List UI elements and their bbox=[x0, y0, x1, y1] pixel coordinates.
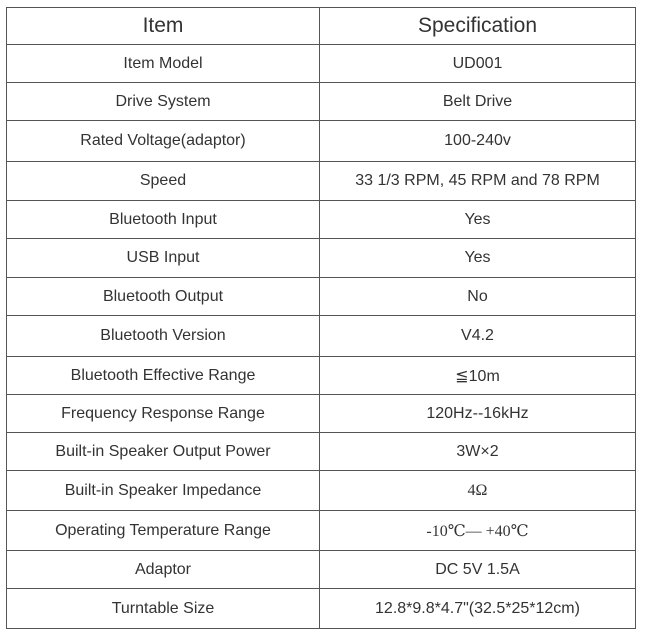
row-item-label: Bluetooth Input bbox=[7, 201, 320, 239]
table-row bbox=[7, 316, 636, 357]
row-spec-value: 3W×2 bbox=[320, 433, 636, 471]
row-spec-value: Yes bbox=[320, 201, 636, 239]
table-row bbox=[7, 471, 636, 511]
row-spec-value: 33 1/3 RPM, 45 RPM and 78 RPM bbox=[320, 162, 636, 201]
row-spec-value: -10℃— +40℃ bbox=[320, 511, 636, 551]
row-spec-value: 4Ω bbox=[320, 471, 636, 511]
row-item-label: Built-in Speaker Output Power bbox=[7, 433, 320, 471]
row-item-label: Item Model bbox=[7, 45, 320, 83]
row-spec-value: Belt Drive bbox=[320, 83, 636, 121]
row-item-label: Rated Voltage(adaptor) bbox=[7, 121, 320, 162]
header-row bbox=[7, 8, 636, 45]
table-row bbox=[7, 357, 636, 395]
row-item-label: Turntable Size bbox=[7, 589, 320, 629]
row-item-label: Bluetooth Effective Range bbox=[7, 357, 320, 395]
header-item: Item bbox=[7, 8, 320, 45]
table-row bbox=[7, 83, 636, 121]
table-row bbox=[7, 45, 636, 83]
table-row bbox=[7, 589, 636, 629]
header-specification: Specification bbox=[320, 8, 636, 45]
row-spec-value: 100-240v bbox=[320, 121, 636, 162]
row-item-label: Frequency Response Range bbox=[7, 395, 320, 433]
table-row bbox=[7, 201, 636, 239]
row-item-label: Bluetooth Output bbox=[7, 278, 320, 316]
row-item-label: Speed bbox=[7, 162, 320, 201]
row-spec-value: V4.2 bbox=[320, 316, 636, 357]
table-row bbox=[7, 278, 636, 316]
table-row bbox=[7, 511, 636, 551]
specification-table bbox=[6, 7, 636, 629]
table-row bbox=[7, 239, 636, 278]
row-spec-value: No bbox=[320, 278, 636, 316]
row-spec-value: ≦10m bbox=[320, 357, 636, 395]
row-item-label: Built-in Speaker Impedance bbox=[7, 471, 320, 511]
row-spec-value: 12.8*9.8*4.7"(32.5*25*12cm) bbox=[320, 589, 636, 629]
table-row bbox=[7, 433, 636, 471]
row-spec-value: Yes bbox=[320, 239, 636, 278]
row-spec-value: DC 5V 1.5A bbox=[320, 551, 636, 589]
row-item-label: Adaptor bbox=[7, 551, 320, 589]
table-row bbox=[7, 551, 636, 589]
table-row bbox=[7, 395, 636, 433]
row-spec-value: 120Hz--16kHz bbox=[320, 395, 636, 433]
table-row bbox=[7, 121, 636, 162]
row-item-label: Operating Temperature Range bbox=[7, 511, 320, 551]
row-spec-value: UD001 bbox=[320, 45, 636, 83]
row-item-label: Drive System bbox=[7, 83, 320, 121]
row-item-label: Bluetooth Version bbox=[7, 316, 320, 357]
table-row bbox=[7, 162, 636, 201]
row-item-label: USB Input bbox=[7, 239, 320, 278]
